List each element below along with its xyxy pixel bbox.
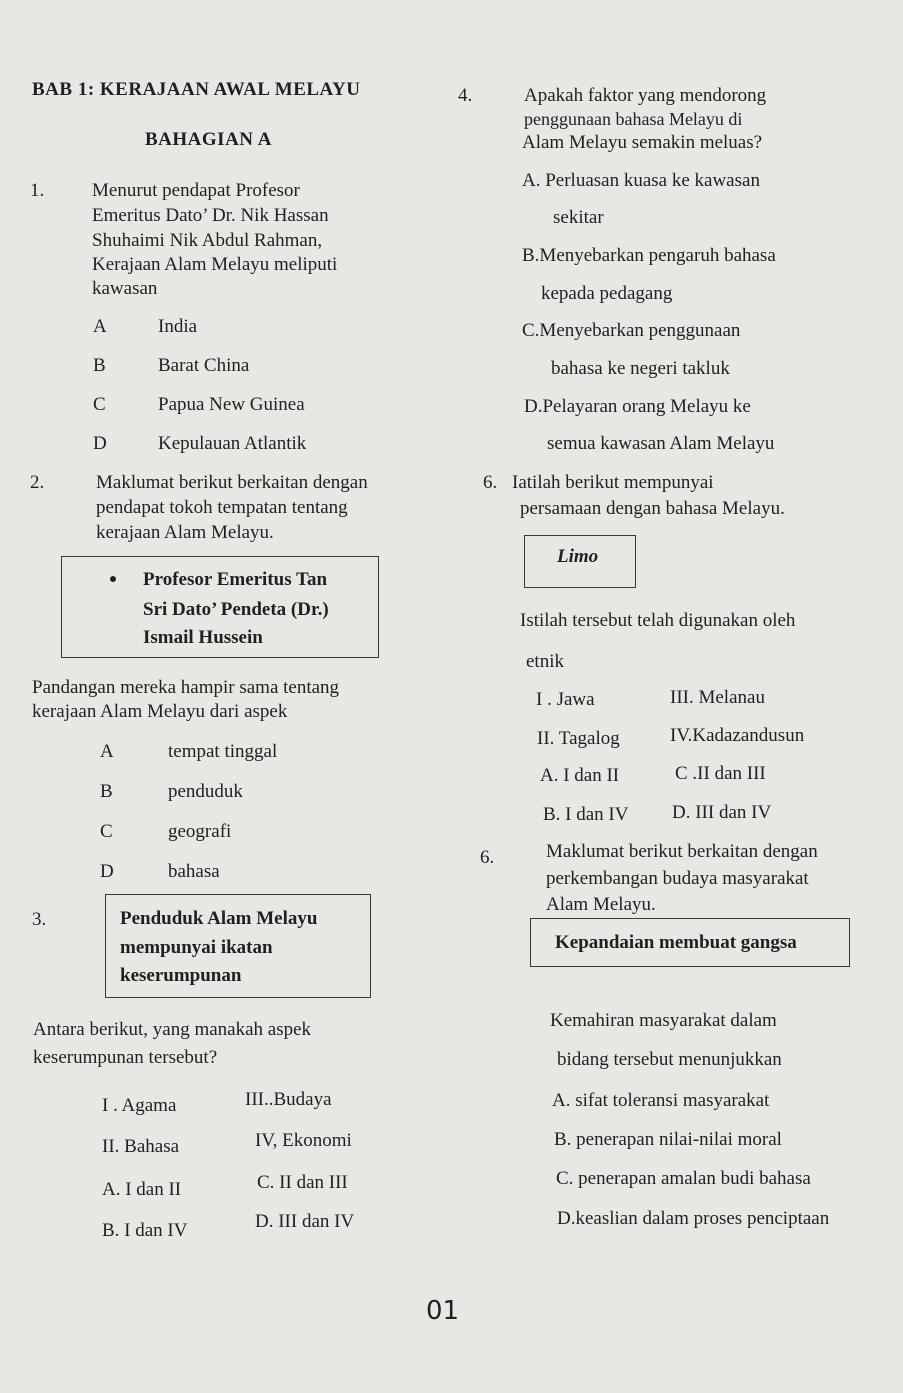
- q1-option-text: India: [158, 316, 198, 337]
- q2-option-letter: D: [100, 861, 114, 882]
- q5-option: A. I dan II: [540, 765, 620, 786]
- q1-option-letter: B: [93, 355, 106, 376]
- q4-line: penggunaan bahasa Melayu di: [524, 109, 743, 129]
- q1-line: Menurut pendapat Profesor: [92, 180, 300, 201]
- q1-option-text: Barat China: [158, 355, 250, 376]
- q6-box-text: Kepandaian membuat gangsa: [555, 932, 797, 953]
- q1-number: 1.: [30, 180, 45, 201]
- q6-after-line: Kemahiran masyarakat dalam: [550, 1010, 777, 1031]
- q5-line: Iatilah berikut mempunyai: [512, 472, 714, 493]
- q3-number: 3.: [32, 909, 47, 930]
- q4-option: A. Perluasan kuasa ke kawasan: [522, 170, 760, 191]
- q2-option-letter: C: [100, 821, 113, 842]
- chapter-title: BAB 1: KERAJAAN AWAL MELAYU: [32, 79, 361, 100]
- q3-item: I . Agama: [102, 1095, 177, 1116]
- q4-option: D.Pelayaran orang Melayu ke: [524, 396, 751, 417]
- q1-option-letter: C: [93, 394, 106, 415]
- q4-option: bahasa ke negeri takluk: [551, 358, 730, 379]
- q2-after-line: Pandangan mereka hampir sama tentang: [32, 677, 340, 698]
- q4-option: sekitar: [553, 207, 604, 228]
- q5-after-line: etnik: [526, 651, 564, 672]
- q3-after-line: keserumpunan tersebut?: [33, 1047, 218, 1068]
- q6-line: Maklumat berikut berkaitan dengan: [546, 841, 818, 862]
- section-title: BAHAGIAN A: [145, 129, 272, 150]
- q5-item: III. Melanau: [670, 687, 765, 708]
- q3-option: A. I dan II: [102, 1179, 182, 1200]
- q2-after-line: kerajaan Alam Melayu dari aspek: [32, 701, 288, 722]
- q3-option: D. III dan IV: [255, 1211, 355, 1232]
- q3-item: III..Budaya: [245, 1089, 332, 1110]
- q5-option: C .II dan III: [675, 763, 766, 784]
- q4-number: 4.: [458, 85, 473, 106]
- q3-option: C. II dan III: [257, 1172, 348, 1193]
- q3-option: B. I dan IV: [102, 1220, 188, 1241]
- q3-box-line: mempunyai ikatan: [120, 937, 273, 958]
- q6-option: C. penerapan amalan budi bahasa: [556, 1168, 811, 1189]
- q2-box-line: Sri Dato’ Pendeta (Dr.): [143, 599, 329, 620]
- q2-option-text: geografi: [168, 821, 232, 842]
- q4-option: B.Menyebarkan pengaruh bahasa: [522, 245, 776, 266]
- page-number: 01: [426, 1296, 460, 1326]
- q6-option: D.keaslian dalam proses penciptaan: [557, 1208, 830, 1229]
- q6-after-line: bidang tersebut menunjukkan: [557, 1049, 782, 1070]
- q5-line: persamaan dengan bahasa Melayu.: [520, 498, 785, 519]
- q2-box-line: Profesor Emeritus Tan: [143, 569, 328, 590]
- q1-line: Shuhaimi Nik Abdul Rahman,: [92, 230, 323, 251]
- q1-option-letter: D: [93, 433, 107, 454]
- q2-box-line: Ismail Hussein: [143, 627, 263, 648]
- q3-item: IV, Ekonomi: [255, 1130, 352, 1151]
- q3-box-line: keserumpunan: [120, 965, 242, 986]
- q5-after-line: Istilah tersebut telah digunakan oleh: [520, 610, 796, 631]
- q1-line: kawasan: [92, 278, 158, 299]
- q4-option: C.Menyebarkan penggunaan: [522, 320, 741, 341]
- q1-option-letter: A: [93, 316, 107, 337]
- q2-number: 2.: [30, 472, 45, 493]
- q2-line: kerajaan Alam Melayu.: [96, 522, 274, 543]
- q2-option-text: tempat tinggal: [168, 741, 278, 762]
- q3-box-line: Penduduk Alam Melayu: [120, 908, 318, 929]
- q5-option: D. III dan IV: [672, 802, 772, 823]
- q5-term: Limo: [557, 546, 599, 567]
- bullet-icon: [110, 576, 116, 582]
- q1-option-text: Kepulauan Atlantik: [158, 433, 307, 454]
- q6-line: perkembangan budaya masyarakat: [546, 868, 809, 889]
- q2-line: Maklumat berikut berkaitan dengan: [96, 472, 368, 493]
- q6-option: A. sifat toleransi masyarakat: [552, 1090, 770, 1111]
- q5-number: 6.: [483, 472, 498, 493]
- q2-line: pendapat tokoh tempatan tentang: [96, 497, 348, 518]
- q5-item: I . Jawa: [536, 689, 595, 710]
- q1-line: Emeritus Dato’ Dr. Nik Hassan: [92, 205, 329, 226]
- q4-option: semua kawasan Alam Melayu: [547, 433, 775, 454]
- q2-option-text: penduduk: [168, 781, 243, 802]
- q4-option: kepada pedagang: [541, 283, 673, 304]
- q2-option-letter: A: [100, 741, 114, 762]
- q2-option-text: bahasa: [168, 861, 220, 882]
- q1-option-text: Papua New Guinea: [158, 394, 305, 415]
- q1-line: Kerajaan Alam Melayu meliputi: [92, 254, 338, 275]
- q3-item: II. Bahasa: [102, 1136, 180, 1157]
- q2-option-letter: B: [100, 781, 113, 802]
- q4-line: Apakah faktor yang mendorong: [524, 85, 767, 106]
- q6-line: Alam Melayu.: [546, 894, 656, 915]
- q4-line: Alam Melayu semakin meluas?: [522, 132, 763, 153]
- q5-option: B. I dan IV: [543, 804, 629, 825]
- q5-item: IV.Kadazandusun: [670, 725, 805, 746]
- q6-option: B. penerapan nilai-nilai moral: [554, 1129, 782, 1150]
- q5-item: II. Tagalog: [537, 728, 620, 749]
- q3-after-line: Antara berikut, yang manakah aspek: [33, 1019, 312, 1040]
- q6-number: 6.: [480, 847, 495, 868]
